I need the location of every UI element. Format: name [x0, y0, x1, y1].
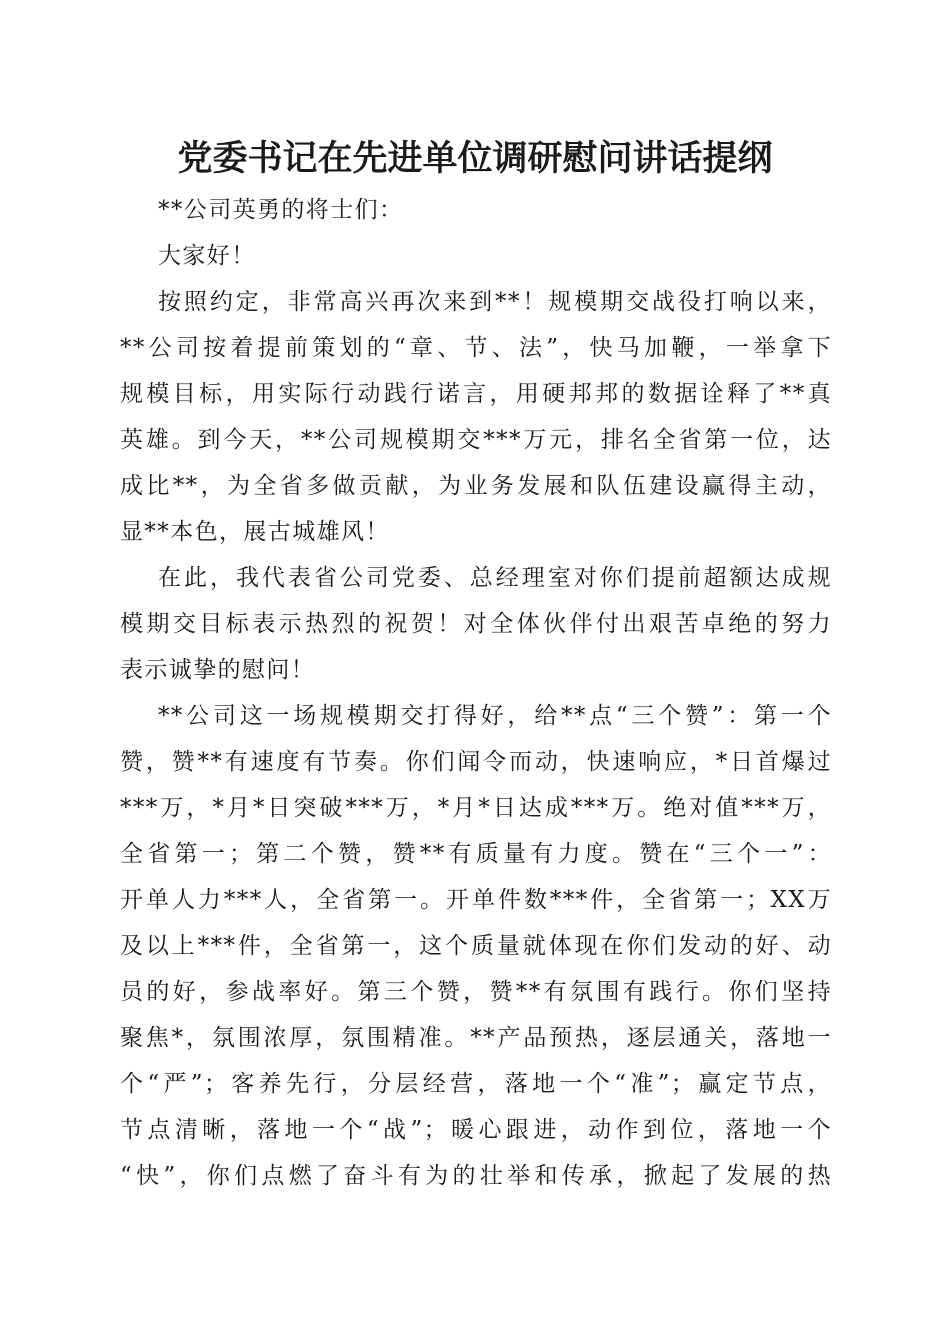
text-line: 成比**，为全省多做贡献，为业务发展和队伍建设赢得主动，: [120, 473, 832, 499]
text-line: 员的好，参战率好。第三个赞，赞**有氛围有践行。你们坚持: [120, 979, 832, 1005]
text-line: 模期交目标表示热烈的祝贺！对全体伙伴付出艰苦卓绝的努力: [120, 611, 832, 637]
text-line: 节点清晰，落地一个“战”；暖心跟进，动作到位，落地一个: [120, 1117, 832, 1143]
text-line: 规模目标，用实际行动践行诺言，用硬邦邦的数据诠释了**真: [120, 381, 832, 407]
text-line: 大家好！: [158, 243, 256, 269]
text-line: 全省第一；第二个赞，赞**有质量有力度。赞在“三个一”：: [120, 841, 832, 867]
text-line: “快”，你们点燃了奋斗有为的壮举和传承，掀起了发展的热: [120, 1163, 832, 1189]
text-line: 及以上***件，全省第一，这个质量就体现在你们发动的好、动: [120, 933, 832, 959]
text-line: 聚焦*，氛围浓厚，氛围精准。**产品预热，逐层通关，落地一: [120, 1025, 832, 1051]
document-body: [120, 187, 832, 1199]
text-line: 表示诚挚的慰问！: [120, 657, 316, 683]
text-line: 显**本色，展古城雄风！: [120, 519, 390, 545]
text-line: **公司按着提前策划的“章、节、法”，快马加鞭，一举拿下: [120, 335, 832, 361]
text-line: **公司这一场规模期交打得好，给**点“三个赞”：第一个: [158, 703, 832, 729]
text-line: 按照约定，非常高兴再次来到**！规模期交战役打响以来，: [158, 289, 832, 315]
text-line: 个“严”；客养先行，分层经营，落地一个“准”；赢定节点，: [120, 1071, 832, 1097]
text-line: 开单人力***人，全省第一。开单件数***件，全省第一；XX万: [120, 887, 832, 913]
text-line: 赞，赞**有速度有节奏。你们闻令而动，快速响应，*日首爆过: [120, 749, 832, 775]
text-line: ***万，*月*日突破***万，*月*日达成***万。绝对值***万，: [120, 795, 832, 821]
document-title: 党委书记在先进单位调研慰问讲话提纲: [177, 138, 773, 179]
text-line: **公司英勇的将士们：: [158, 197, 404, 223]
text-line: 英雄。到今天，**公司规模期交***万元，排名全省第一位，达: [120, 427, 832, 453]
text-line: 在此，我代表省公司党委、总经理室对你们提前超额达成规: [158, 565, 832, 591]
